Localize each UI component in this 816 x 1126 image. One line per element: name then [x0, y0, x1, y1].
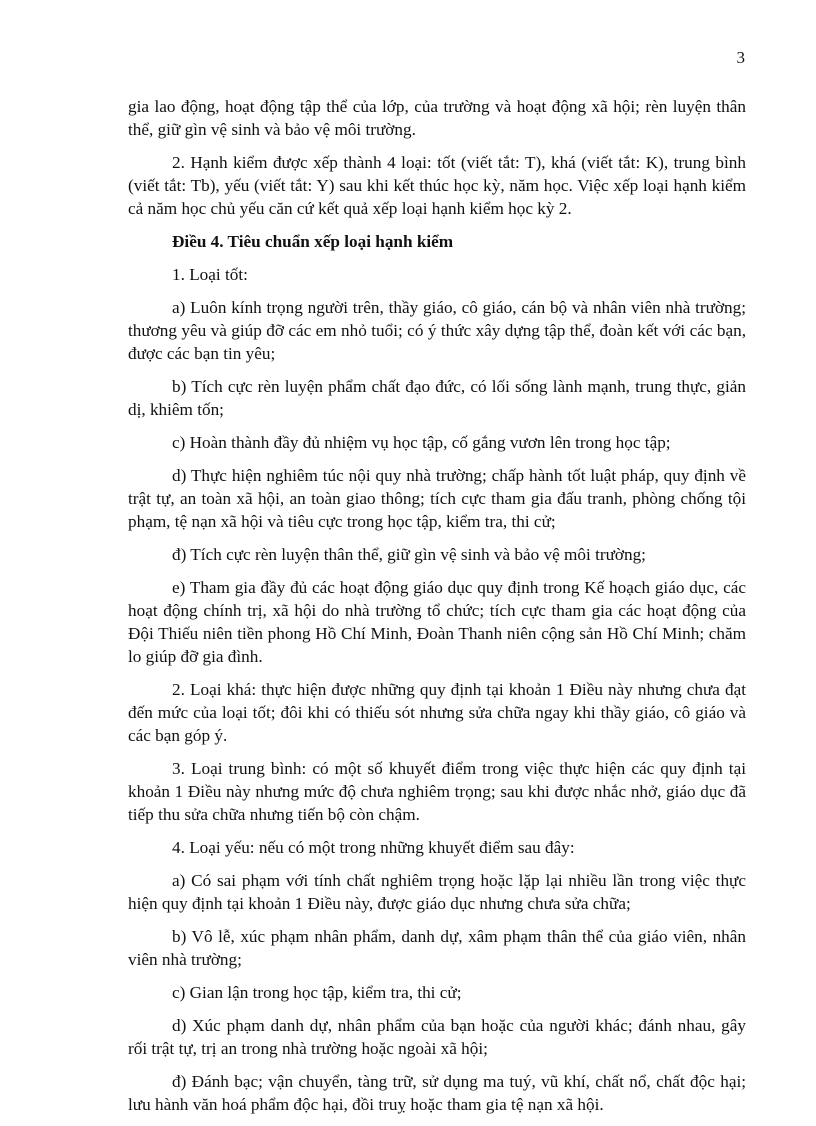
- clause-1-item-dd: đ) Tích cực rèn luyện thân thể, giữ gìn vệ sinh và bảo vệ môi trường;: [172, 545, 646, 564]
- clause-4-heading: 4. Loại yếu: nếu có một trong những khuyết điểm sau đây:: [172, 838, 575, 857]
- clause-1-item-b: b) Tích cực rèn luyện phẩm chất đạo đức, có lối sống lành mạnh, trung thực, giản dị, khiêm tốn;: [128, 377, 746, 419]
- clause-1-heading: 1. Loại tốt:: [172, 265, 248, 284]
- clause-4-item-dd: đ) Đánh bạc; vận chuyển, tàng trữ, sử dụng ma tuý, vũ khí, chất nổ, chất độc hại; lưu hành văn hoá phẩm độc hại, đồi truỵ hoặc tham gia tệ nạn xã hội.: [128, 1072, 746, 1114]
- clause-1-item-c: c) Hoàn thành đầy đủ nhiệm vụ học tập, cố gắng vươn lên trong học tập;: [172, 433, 671, 452]
- clause-4-item-b: b) Vô lễ, xúc phạm nhân phẩm, danh dự, xâm phạm thân thể của giáo viên, nhân viên nhà trường;: [128, 927, 746, 969]
- clause-1-item-a: a) Luôn kính trọng người trên, thầy giáo, cô giáo, cán bộ và nhân viên nhà trường; thương yêu và giúp đỡ các em nhỏ tuổi; có ý thức xây dựng tập thể, đoàn kết với các bạn, được các bạn tin yêu;: [128, 298, 746, 363]
- clause-1-item-d: d) Thực hiện nghiêm túc nội quy nhà trường; chấp hành tốt luật pháp, quy định về trật tự, an toàn xã hội, an toàn giao thông; tích cực tham gia đấu tranh, phòng chống tội phạm, tệ nạn xã hội và tiêu cực trong học tập, kiểm tra, thi cử;: [128, 466, 746, 531]
- clause-2: 2. Loại khá: thực hiện được những quy định tại khoản 1 Điều này nhưng chưa đạt đến mức của loại tốt; đôi khi có thiếu sót nhưng sửa chữa ngay khi thầy giáo, cô giáo và các bạn góp ý.: [128, 680, 746, 745]
- clause-3: 3. Loại trung bình: có một số khuyết điểm trong việc thực hiện các quy định tại khoản 1 Điều này nhưng mức độ chưa nghiêm trọng; sau khi được nhắc nhở, giáo dục đã tiếp thu sửa chữa nhưng tiến bộ còn chậm.: [128, 759, 746, 824]
- clause-4-item-c: c) Gian lận trong học tập, kiểm tra, thi cử;: [172, 983, 462, 1002]
- document-body: [128, 95, 746, 1126]
- article-heading: Điều 4. Tiêu chuẩn xếp loại hạnh kiểm: [172, 232, 454, 251]
- clause-4-item-d: d) Xúc phạm danh dự, nhân phẩm của bạn hoặc của người khác; đánh nhau, gây rối trật tự, trị an trong nhà trường hoặc ngoài xã hội;: [128, 1016, 746, 1058]
- paragraph-continuation: gia lao động, hoạt động tập thể của lớp, của trường và hoạt động xã hội; rèn luyện thân thể, giữ gìn vệ sinh và bảo vệ môi trường.: [128, 97, 746, 139]
- paragraph-classification: 2. Hạnh kiểm được xếp thành 4 loại: tốt (viết tắt: T), khá (viết tắt: K), trung bình (viết tắt: Tb), yếu (viết tắt: Y) sau khi kết thúc học kỳ, năm học. Việc xếp loại hạnh kiểm cả năm học chủ yếu căn cứ kết quả xếp loại hạnh kiểm học kỳ 2.: [128, 153, 746, 218]
- page-number: 3: [736, 48, 745, 67]
- clause-1-item-e: e) Tham gia đầy đủ các hoạt động giáo dục quy định trong Kế hoạch giáo dục, các hoạt động chính trị, xã hội do nhà trường tổ chức; tích cực tham gia các hoạt động của Đội Thiếu niên tiền phong Hồ Chí Minh, Đoàn Thanh niên cộng sản Hồ Chí Minh; chăm lo giúp đỡ gia đình.: [128, 578, 746, 666]
- clause-4-item-a: a) Có sai phạm với tính chất nghiêm trọng hoặc lặp lại nhiều lần trong việc thực hiện quy định tại khoản 1 Điều này, được giáo dục nhưng chưa sửa chữa;: [128, 871, 746, 913]
